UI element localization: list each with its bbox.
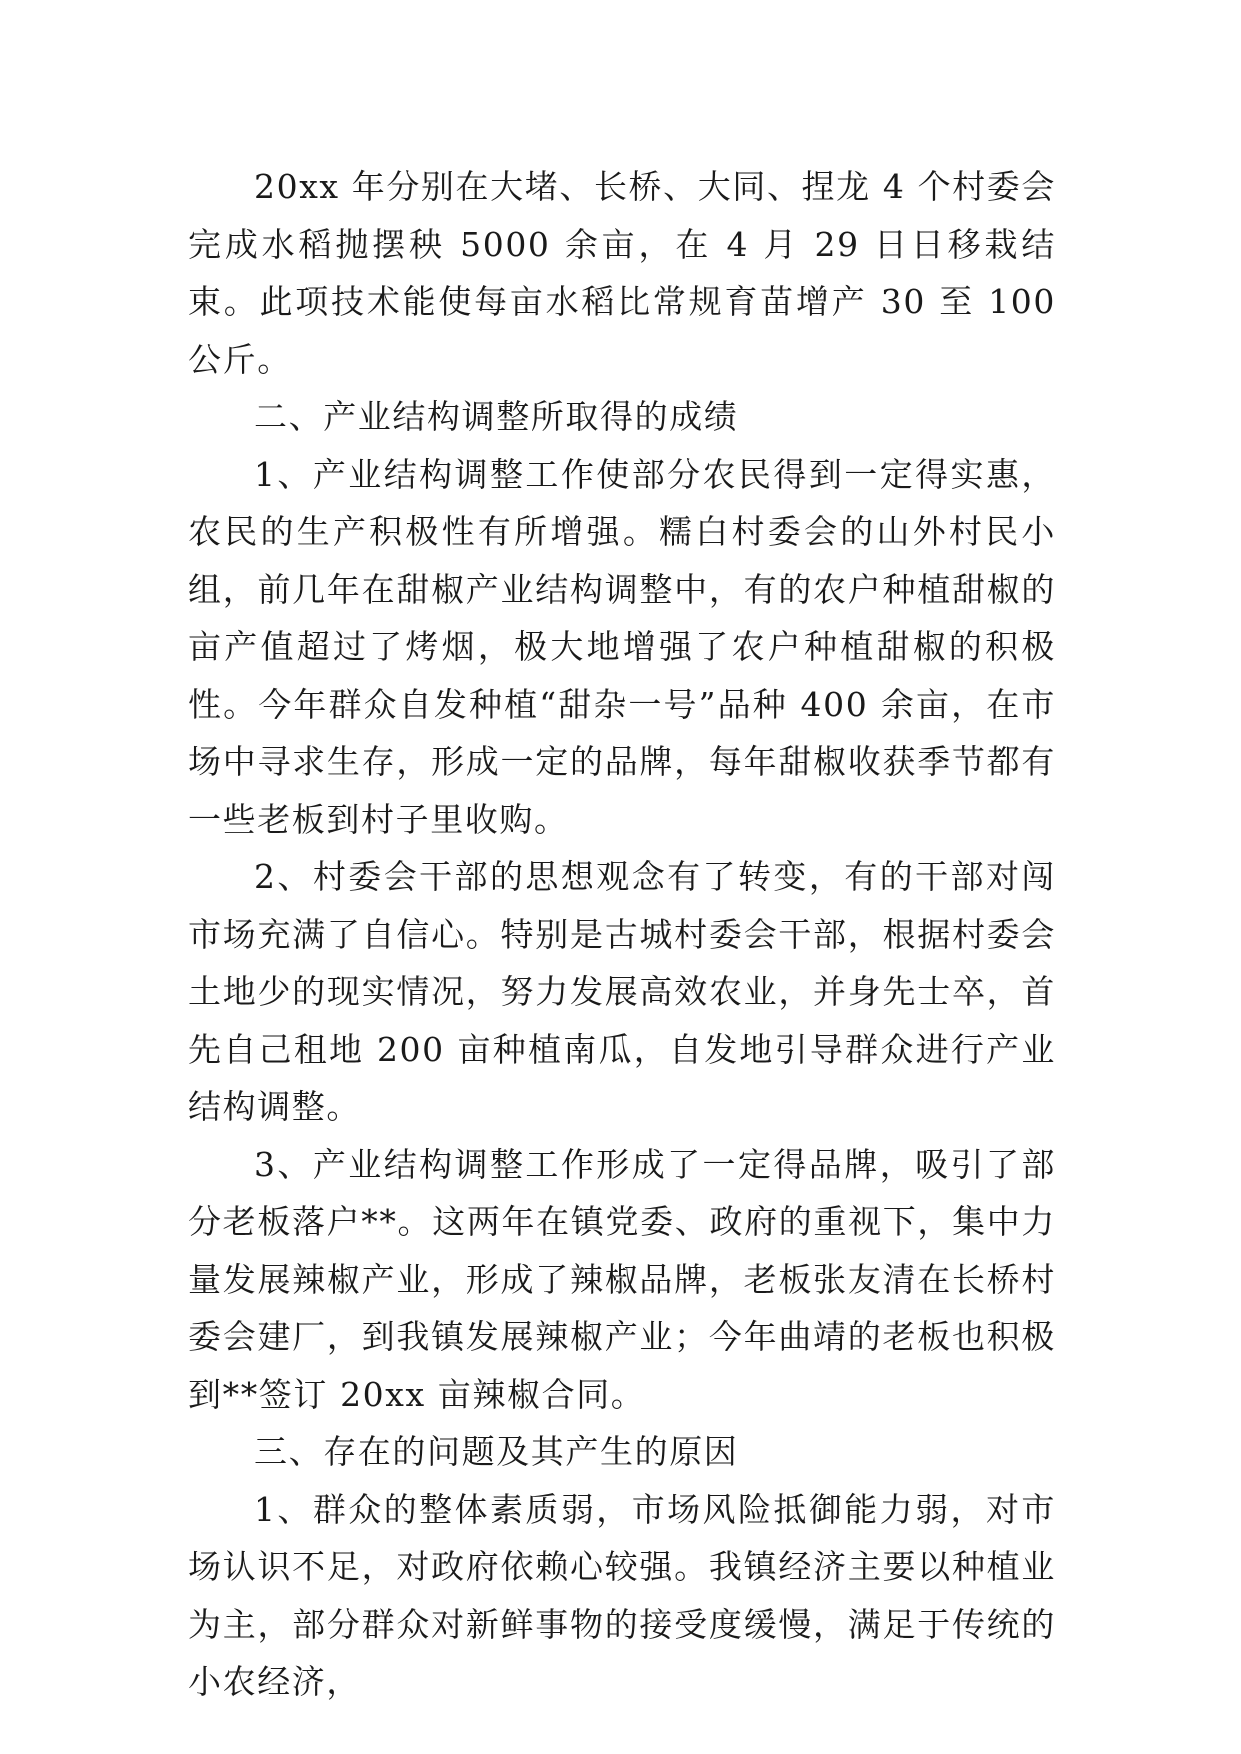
paragraph-rice-transplanting: 20xx 年分别在大堵、长桥、大同、捏龙 4 个村委会完成水稻抛摆秧 5000 余亩，在 4 月 29 日日移栽结束。此项技术能使每亩水稻比常规育苗增产 30 至 100 公斤。 [188, 167, 1056, 379]
paragraph-achievement-1: 1、产业结构调整工作使部分农民得到一定得实惠，农民的生产积极性有所增强。糯白村委会的山外村民小组，前几年在甜椒产业结构调整中，有的农户种植甜椒的亩产值超过了烤烟，极大地增强了农户种植甜椒的积极性。今年群众自发种植“甜杂一号”品种 400 余亩，在市场中寻求生存，形成一定的品牌，每年甜椒收获季节都有一些老板到村子里收购。 [188, 454, 1056, 839]
paragraph-achievement-3: 3、产业结构调整工作形成了一定得品牌，吸引了部分老板落户**。这两年在镇党委、政府的重视下，集中力量发展辣椒产业，形成了辣椒品牌，老板张友清在长桥村委会建厂，到我镇发展辣椒产业；今年曲靖的老板也积极到**签订 20xx 亩辣椒合同。 [188, 1144, 1056, 1414]
paragraph-problem-1: 1、群众的整体素质弱，市场风险抵御能力弱，对市场认识不足，对政府依赖心较强。我镇经济主要以种植业为主，部分群众对新鲜事物的接受度缓慢，满足于传统的小农经济， [188, 1489, 1056, 1701]
paragraph-achievement-2: 2、村委会干部的思想观念有了转变，有的干部对闯市场充满了自信心。特别是古城村委会干部，根据村委会土地少的现实情况，努力发展高效农业，并身先士卒，首先自己租地 200 亩种植南瓜，自发地引导群众进行产业结构调整。 [188, 857, 1056, 1126]
heading-section-three: 三、存在的问题及其产生的原因 [254, 1432, 739, 1471]
document-body [188, 158, 1056, 1711]
heading-section-two: 二、产业结构调整所取得的成绩 [254, 397, 739, 436]
